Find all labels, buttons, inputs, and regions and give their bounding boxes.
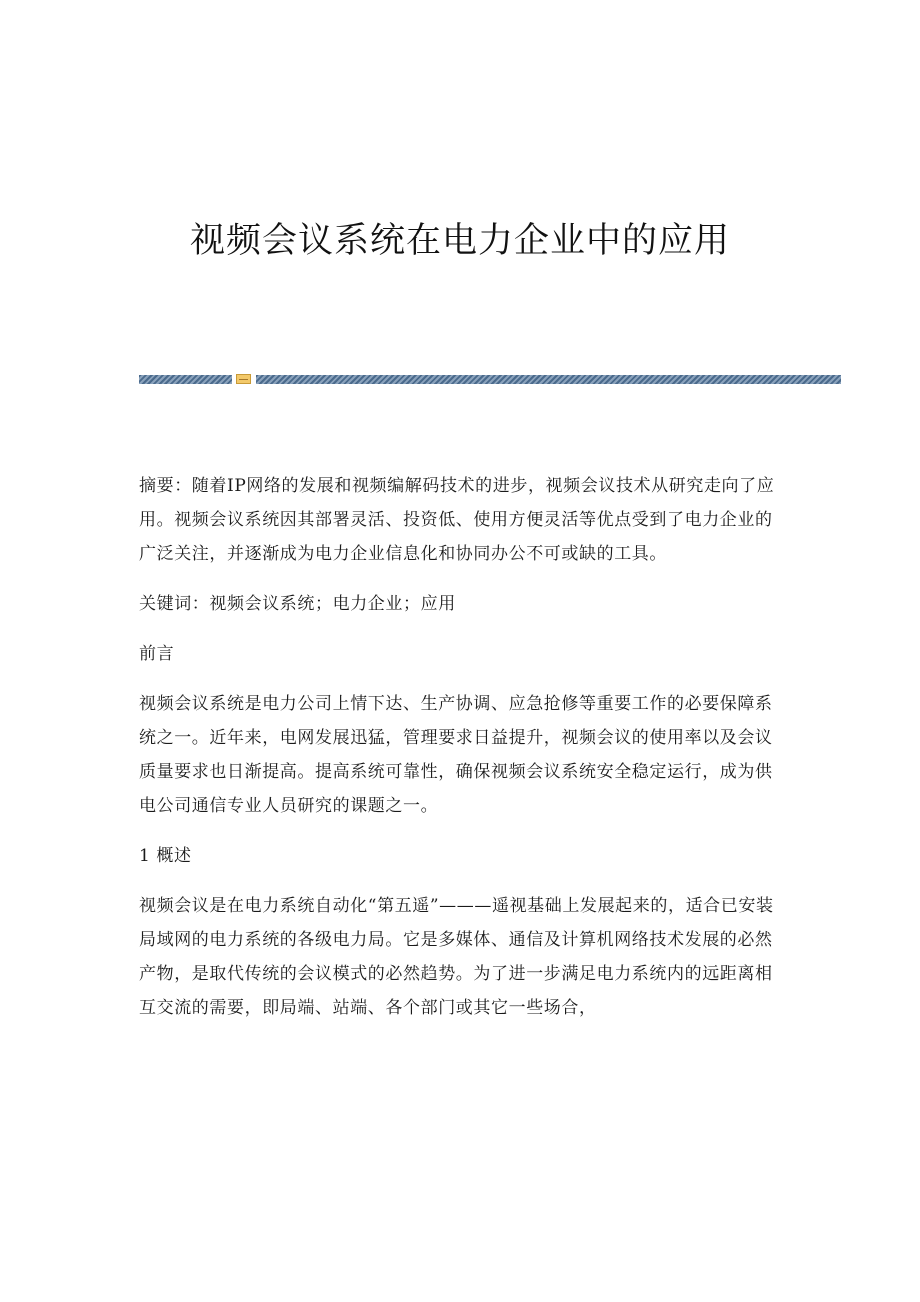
page-title: 视频会议系统在电力企业中的应用 xyxy=(189,221,730,261)
section-1-paragraph: 视频会议是在电力系统自动化“第五遥”———遥视基础上发展起来的，适合已安装局域网的电力系统的各级电力局。它是多媒体、通信及计算机网络技术发展的必然产物，是取代传统的会议模式的必然趋势。为了进一步满足电力系统内的远距离相互交流的需要，即局端、站端、各个部门或其它一些场合， xyxy=(139,896,774,1018)
abstract-paragraph: 摘要：随着IP网络的发展和视频编解码技术的进步，视频会议技术从研究走向了应用。视频会议系统因其部署灵活、投资低、使用方便灵活等优点受到了电力企业的广泛关注，并逐渐成为电力企业信息化和协同办公不可或缺的工具。 xyxy=(139,476,775,564)
keywords-line: 关键词：视频会议系统；电力企业；应用 xyxy=(139,594,456,614)
document-body xyxy=(139,469,789,1025)
title-divider-right xyxy=(256,375,841,384)
preface-paragraph: 视频会议系统是电力公司上情下达、生产协调、应急抢修等重要工作的必要保障系统之一。近年来，电网发展迅猛，管理要求日益提升，视频会议的使用率以及会议质量要求也日渐提高。提高系统可靠性，确保视频会议系统安全稳定运行，成为供电公司通信专业人员研究的课题之一。 xyxy=(139,694,773,816)
section-1-heading: 1 概述 xyxy=(139,846,192,866)
title-divider-left xyxy=(139,375,232,384)
preface-heading: 前言 xyxy=(139,644,175,664)
divider-ornament-icon xyxy=(236,374,251,384)
